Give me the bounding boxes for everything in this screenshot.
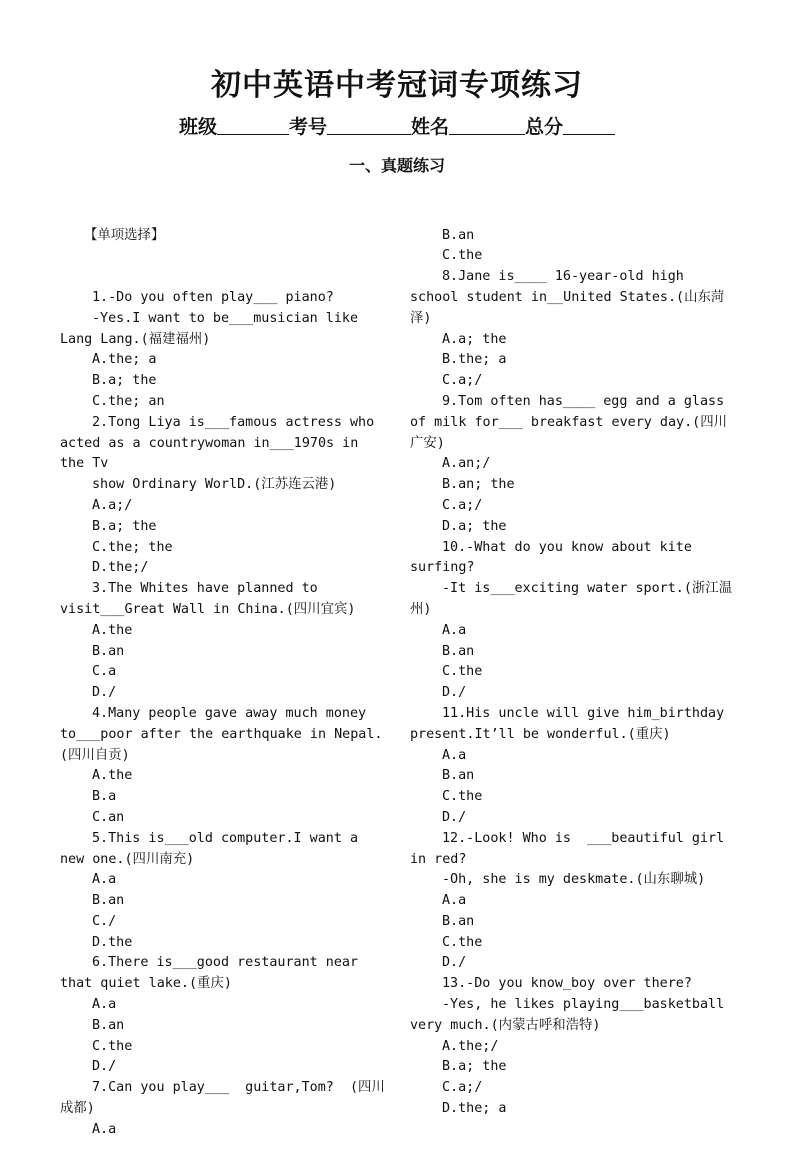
class-label: 班级 — [178, 116, 217, 138]
answer-option: B.an — [442, 768, 475, 784]
answer-option: D.the;/ — [92, 560, 149, 576]
answer-option: C./ — [92, 913, 117, 929]
answer-option: A.a; the — [442, 331, 507, 347]
question-stem: 10.-What do you know about kite surfing? — [410, 539, 700, 576]
left-question-list — [60, 288, 388, 1141]
name-blank[interactable] — [449, 116, 525, 135]
question-stem: 3.The Whites have planned to visit___Great Wall in China.(四川宜宾) — [60, 581, 356, 617]
answer-option: A.a — [92, 997, 117, 1013]
answer-option: A.a — [92, 1121, 117, 1137]
answer-option: A.a — [442, 747, 467, 763]
answer-option: B.a — [92, 789, 117, 805]
answer-option: A.the — [92, 622, 133, 638]
answer-option: B.an — [92, 643, 125, 659]
answer-option: C.a;/ — [442, 373, 483, 389]
answer-option: C.an — [92, 809, 125, 825]
answer-option: D.the; a — [442, 1101, 507, 1117]
answer-option: B.a; the — [442, 1059, 507, 1075]
answer-option: D./ — [442, 685, 467, 701]
question-line: -It is___exciting water sport.(浙江温州) — [410, 581, 733, 617]
answer-option: C.the — [442, 248, 483, 264]
exam-number-blank[interactable] — [327, 116, 411, 135]
page-title: 初中英语中考冠词专项练习 — [211, 68, 583, 103]
right-column — [410, 184, 740, 1141]
name-label: 姓名 — [411, 116, 450, 138]
answer-option: B.a; the — [92, 373, 157, 389]
answer-option: B.an — [92, 893, 125, 909]
answer-option: A.an;/ — [442, 456, 491, 472]
answer-option: A.a — [442, 622, 467, 638]
left-column — [60, 184, 388, 1161]
question-line: -Oh, she is my deskmate.(山东聊城) — [442, 872, 706, 888]
question-stem: 9.Tom often has____ egg and a glass of milk for___ breakfast every day.(四川广安) — [410, 393, 733, 451]
question-stem: 6.There is___good restaurant near that quiet lake.(重庆) — [60, 955, 367, 992]
answer-option: C.a;/ — [442, 497, 483, 513]
answer-option: B.an — [92, 1017, 125, 1033]
answer-option: A.a;/ — [92, 497, 133, 513]
answer-option: C.the; the — [92, 539, 173, 555]
answer-option: D./ — [92, 1059, 117, 1075]
answer-option: B.the; a — [442, 352, 507, 368]
answer-option: B.an — [442, 227, 475, 243]
answer-option: D./ — [442, 809, 467, 825]
answer-option: C.a;/ — [442, 1080, 483, 1096]
section-heading: 一、真题练习 — [348, 156, 445, 175]
score-label: 总分 — [525, 116, 564, 138]
answer-option: A.the;/ — [442, 1038, 499, 1054]
answer-option: D.a; the — [442, 518, 507, 534]
question-stem: 12.-Look! Who is ___beautiful girl in red? — [410, 830, 733, 867]
student-info-line — [0, 112, 794, 139]
question-stem: 7.Can you play___ guitar,Tom? (四川成都) — [60, 1080, 385, 1117]
part-label: 【单项选择】 — [84, 227, 165, 243]
answer-option: A.the — [92, 768, 133, 784]
question-stem: 8.Jane is____ 16-year-old high school student in__United States.(山东菏泽) — [410, 269, 725, 326]
exam-number-label: 考号 — [288, 116, 327, 138]
question-line: show Ordinary WorlD.(江苏连云港) — [92, 477, 337, 493]
answer-option: C.the — [442, 664, 483, 680]
answer-option: D./ — [92, 685, 117, 701]
answer-option: A.a — [92, 872, 117, 888]
right-question-list — [410, 226, 740, 1120]
question-line: -Yes, he likes playing___basketball very much.(内蒙古呼和浩特) — [410, 997, 733, 1033]
question-stem: 11.His uncle will give him_birthday present.It’ll be wonderful.(重庆) — [410, 705, 733, 742]
question-stem: 2.Tong Liya is___famous actress who acted as a countrywoman in___1970s in the Tv — [60, 414, 383, 472]
answer-option: C.a — [92, 664, 117, 680]
answer-option: C.the — [442, 789, 483, 805]
answer-option: C.the; an — [92, 393, 165, 409]
answer-option: B.an — [442, 913, 475, 929]
answer-option: D./ — [442, 955, 467, 971]
answer-option: A.a — [442, 893, 467, 909]
question-stem: 5.This is___old computer.I want a new one.(四川南充) — [60, 830, 367, 867]
class-blank[interactable] — [217, 116, 289, 135]
score-blank[interactable] — [563, 116, 615, 135]
question-line: -Yes.I want to be___musician like Lang Lang.(福建福州) — [60, 310, 367, 347]
answer-option: A.the; a — [92, 352, 157, 368]
answer-option: C.the — [442, 934, 483, 950]
answer-option: B.a; the — [92, 518, 157, 534]
answer-option: B.an — [442, 643, 475, 659]
question-stem: 4.Many people gave away much money to___poor after the earthquake in Nepal.(四川自贡) — [60, 705, 383, 763]
question-stem: 1.-Do you often play___ piano? — [92, 289, 334, 305]
question-stem: 13.-Do you know_boy over there? — [442, 976, 692, 992]
answer-option: B.an; the — [442, 477, 515, 493]
answer-option: C.the — [92, 1038, 133, 1054]
answer-option: D.the — [92, 934, 133, 950]
